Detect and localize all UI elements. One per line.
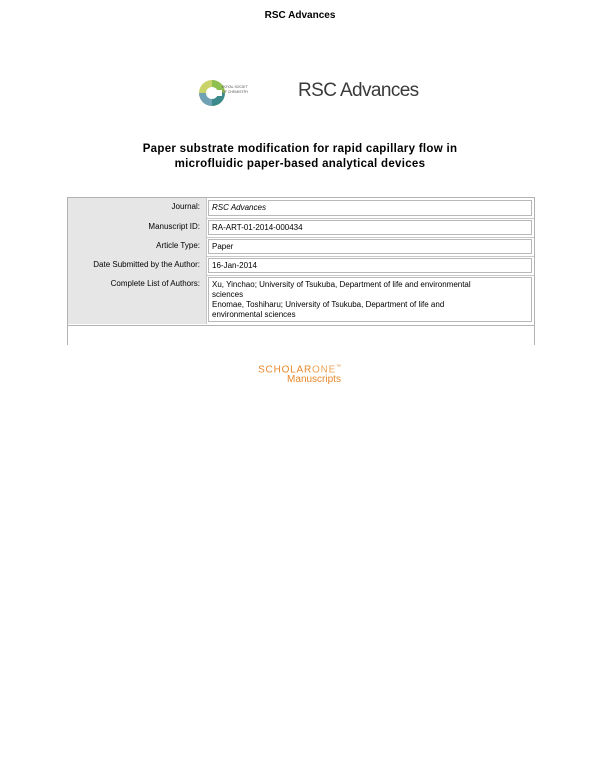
authors-line: sciences <box>212 290 244 299</box>
row-article-type <box>68 237 534 256</box>
manuscript-id-label: Manuscript ID: <box>68 218 207 237</box>
journal-label: Journal: <box>68 198 207 218</box>
journal-value: RSC Advances <box>208 200 532 216</box>
manuscript-metadata-table <box>67 197 535 345</box>
scholar-text: SCHOLAR <box>258 364 313 376</box>
svg-text:ROYAL SOCIETY: ROYAL SOCIETY <box>222 85 248 89</box>
svg-text:OF CHEMISTRY: OF CHEMISTRY <box>222 90 248 94</box>
article-type-label: Article Type: <box>68 237 207 256</box>
row-authors <box>68 275 534 324</box>
title-line-2: microfluidic paper-based analytical devices <box>174 158 426 170</box>
empty-footer-cell <box>68 325 534 345</box>
rsc-advances-wordmark: RSC Advances <box>298 80 419 101</box>
manuscripts-text: Manuscripts <box>287 374 341 386</box>
row-journal <box>68 198 534 218</box>
paper-title <box>0 142 600 172</box>
article-type-value: Paper <box>208 239 532 254</box>
authors-value <box>208 277 532 322</box>
row-date-submitted <box>68 256 534 275</box>
running-header: RSC Advances <box>264 10 336 21</box>
trademark-mark: ™ <box>336 364 342 370</box>
manuscript-id-value: RA-ART-01-2014-000434 <box>208 220 532 235</box>
authors-label: Complete List of Authors: <box>68 275 207 324</box>
rsc-emblem-logo <box>198 76 248 110</box>
authors-line: environmental sciences <box>212 310 296 319</box>
row-manuscript-id <box>68 218 534 237</box>
date-submitted-value: 16-Jan-2014 <box>208 258 532 273</box>
one-text: ONE <box>312 364 337 376</box>
scholarone-logo <box>0 364 600 385</box>
authors-line: Xu, Yinchao; University of Tsukuba, Department of life and environmental <box>212 280 471 289</box>
title-line-1: Paper substrate modification for rapid capillary flow in <box>142 143 458 155</box>
date-submitted-label: Date Submitted by the Author: <box>68 256 207 275</box>
authors-line: Enomae, Toshiharu; University of Tsukuba, Department of life and <box>212 300 445 309</box>
